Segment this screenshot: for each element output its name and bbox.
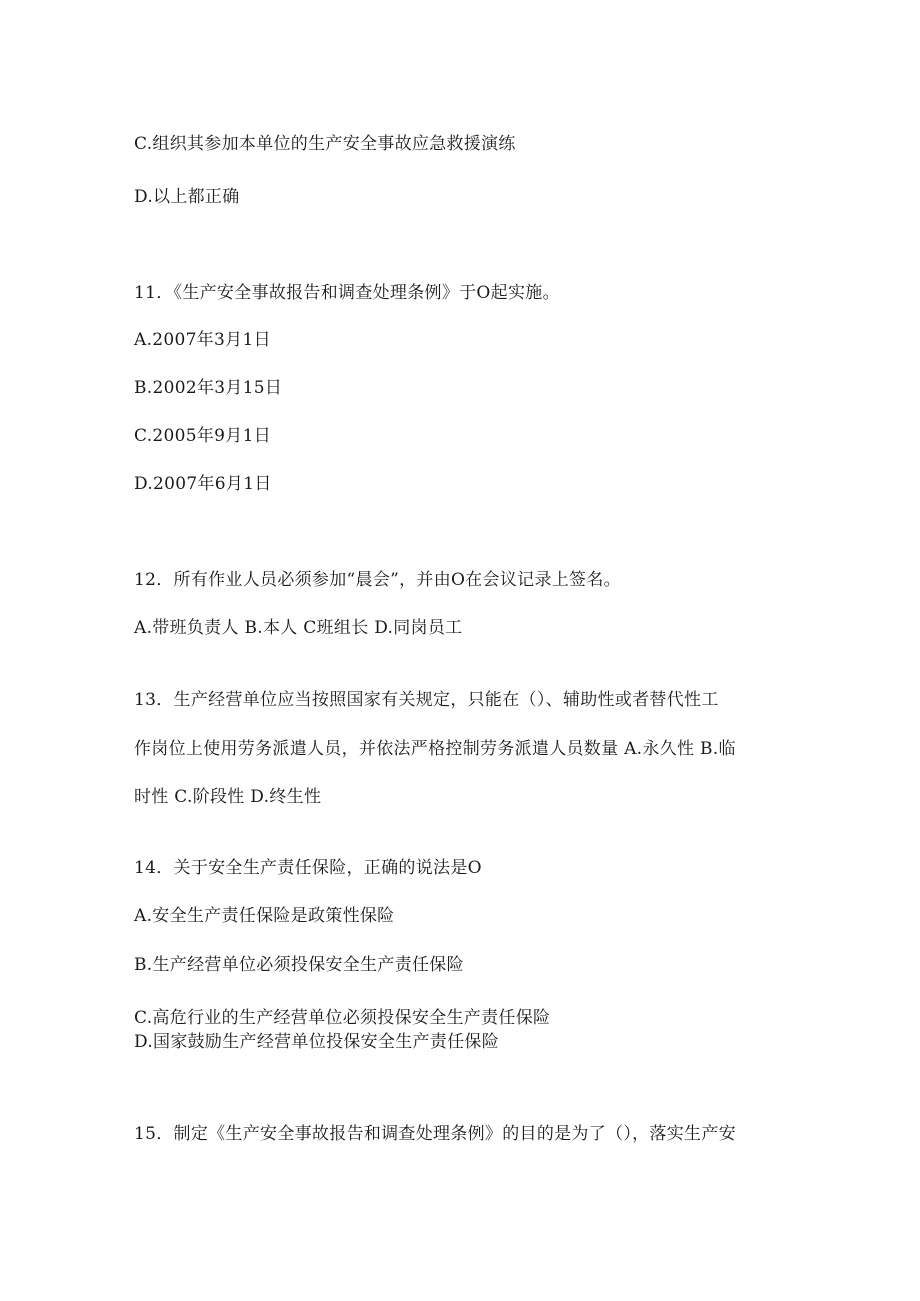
question-12: 12．所有作业人员必须参加“晨会”，并由O在会议记录上签名。 — [134, 570, 621, 590]
question-14: 14．关于安全生产责任保险，正确的说法是O — [134, 858, 482, 878]
question-13-line-2: 作岗位上使用劳务派遣人员，并依法严格控制劳务派遣人员数量 A.永久性 B.临 — [134, 739, 736, 759]
option-11d: D.2007年6月1日 — [134, 474, 272, 494]
options-12: A.带班负责人 B.本人 C班组长 D.同岗员工 — [134, 618, 463, 638]
option-10d: D.以上都正确 — [134, 187, 240, 207]
option-11a: A.2007年3月1日 — [134, 330, 271, 350]
question-13-line-1: 13．生产经营单位应当按照国家有关规定，只能在（）、辅助性或者替代性工 — [134, 690, 719, 710]
option-14b: B.生产经营单位必须投保安全生产责任保险 — [134, 955, 464, 975]
question-15: 15．制定《生产安全事故报告和调查处理条例》的目的是为了（），落实生产安 — [134, 1124, 736, 1144]
option-14c: C.高危行业的生产经营单位必须投保安全生产责任保险 — [134, 1008, 551, 1028]
option-14d: D.国家鼓励生产经营单位投保安全生产责任保险 — [134, 1032, 500, 1052]
option-14a: A.安全生产责任保险是政策性保险 — [134, 906, 395, 926]
option-11c: C.2005年9月1日 — [134, 426, 272, 446]
option-11b: B.2002年3月15日 — [134, 378, 283, 398]
question-11: 11．《生产安全事故报告和调查处理条例》于O起实施。 — [134, 283, 560, 303]
question-13-line-3: 时性 C.阶段性 D.终生性 — [134, 787, 322, 807]
option-10c: C.组织其参加本单位的生产安全事故应急救援演练 — [134, 134, 516, 154]
